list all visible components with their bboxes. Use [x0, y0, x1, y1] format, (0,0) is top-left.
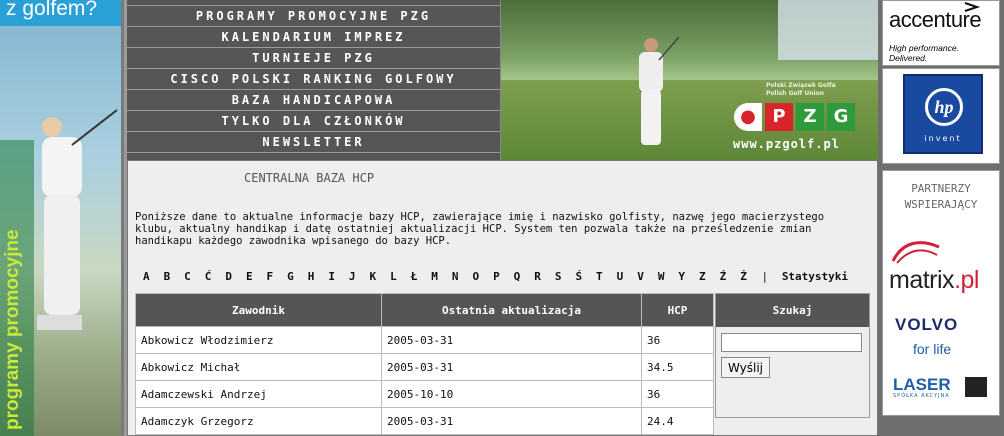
letter-link[interactable]: T — [596, 270, 603, 283]
letter-link[interactable]: D — [225, 270, 232, 283]
letter-link[interactable]: Q — [513, 270, 521, 283]
matrix-swirl-icon — [891, 237, 941, 265]
hp-invent: invent — [924, 134, 962, 143]
hero-golfer — [621, 35, 681, 155]
nav-item-czlonkowie[interactable]: TYLKO DLA CZŁONKÓW — [127, 111, 500, 132]
letter-link[interactable]: H — [307, 270, 315, 283]
partners-box — [882, 170, 1000, 416]
promo-banner[interactable] — [0, 0, 124, 436]
hp-badge — [903, 74, 983, 154]
promo-vertical-text: programy promocyjne — [2, 229, 23, 430]
letter-link[interactable]: B — [163, 270, 171, 283]
column-header-hcp[interactable]: HCP — [642, 294, 714, 327]
letter-link[interactable]: Ż — [740, 270, 747, 283]
letter-link[interactable]: W — [657, 270, 665, 283]
nav-item-kalendarium[interactable]: KALENDARIUM IMPREZ — [127, 27, 500, 48]
pzg-url[interactable]: www.pzgolf.pl — [733, 137, 840, 151]
page-title: CENTRALNA BAZA HCP — [244, 171, 375, 185]
sponsor-column — [878, 0, 1004, 436]
letter-link[interactable]: Y — [678, 270, 686, 283]
hcp-value: 34.5 — [642, 354, 714, 381]
pzg-letter-g: G — [827, 103, 855, 131]
laser-tagline: SPÓŁKA AKCYJNA — [893, 393, 950, 399]
player-name[interactable]: Adamczewski Andrzej — [136, 381, 382, 408]
hcp-value: 36 — [642, 327, 714, 354]
letter-link[interactable]: Ś — [575, 270, 583, 283]
hcp-value: 24.4 — [642, 408, 714, 435]
player-name[interactable]: Abkowicz Włodzimierz — [136, 327, 382, 354]
last-update: 2005-03-31 — [382, 327, 642, 354]
letter-link[interactable]: L — [390, 270, 397, 283]
nav-item-programy[interactable]: PROGRAMY PROMOCYJNE PZG — [127, 6, 500, 27]
letter-link[interactable]: Ć — [204, 270, 212, 283]
letter-link[interactable]: S — [554, 270, 562, 283]
nav-item-newsletter[interactable]: NEWSLETTER — [127, 132, 500, 153]
letter-link[interactable]: K — [369, 270, 377, 283]
nav-item-baza-handicapowa[interactable]: BAZA HANDICAPOWA — [127, 90, 500, 111]
hp-logo[interactable] — [882, 68, 1000, 164]
hp-mark: hp — [925, 88, 963, 126]
search-title: Szukaj — [716, 294, 869, 327]
table-row[interactable] — [136, 408, 714, 435]
golfer-image — [22, 105, 122, 355]
last-update: 2005-03-31 — [382, 408, 642, 435]
pzg-org-name: Polski Związek Golfa Polish Golf Union — [766, 82, 836, 97]
last-update: 2005-10-10 — [382, 381, 642, 408]
matrix-logo[interactable]: matrix.pl — [889, 266, 979, 294]
letter-link[interactable]: Z — [699, 270, 706, 283]
letter-link[interactable]: G — [287, 270, 294, 283]
table-row[interactable] — [136, 327, 714, 354]
letter-link[interactable]: J — [348, 270, 356, 283]
letter-link[interactable]: C — [184, 270, 191, 283]
table-header-row — [136, 294, 714, 327]
nav-item-ranking[interactable]: CISCO POLSKI RANKING GOLFOWY — [127, 69, 500, 90]
letter-link[interactable]: N — [451, 270, 459, 283]
letter-link[interactable]: V — [637, 270, 644, 283]
volvo-tagline: for life — [913, 341, 952, 357]
letter-link[interactable]: O — [472, 270, 480, 283]
letter-link[interactable]: A — [142, 270, 150, 283]
table-row[interactable] — [136, 354, 714, 381]
search-submit-button[interactable]: Wyślij — [721, 357, 770, 378]
table-row[interactable] — [136, 381, 714, 408]
last-update: 2005-03-31 — [382, 354, 642, 381]
laser-logo[interactable]: LASER — [893, 375, 951, 394]
pzg-logo[interactable] — [734, 103, 855, 131]
letter-link[interactable]: I — [328, 270, 335, 283]
main-nav — [127, 0, 501, 160]
alphabet-nav — [136, 270, 876, 283]
letter-link[interactable]: F — [266, 270, 274, 283]
pzg-letter-z: Z — [796, 103, 824, 131]
pzg-ball-icon: ● — [734, 103, 762, 131]
letter-link[interactable]: U — [616, 270, 624, 283]
accenture-logo[interactable] — [882, 0, 1000, 66]
hero-photo — [501, 0, 878, 160]
column-header-player[interactable]: Zawodnik — [136, 294, 382, 327]
hcp-value: 36 — [642, 381, 714, 408]
search-panel — [715, 293, 870, 418]
letter-link[interactable]: Ł — [410, 270, 418, 283]
letter-link[interactable]: R — [534, 270, 541, 283]
pzg-letter-p: P — [765, 103, 793, 131]
letter-link[interactable]: Ź — [719, 270, 727, 283]
column-header-last-update[interactable]: Ostatnia aktualizacja — [382, 294, 642, 327]
search-input[interactable] — [721, 333, 862, 352]
player-name[interactable]: Abkowicz Michał — [136, 354, 382, 381]
letter-link[interactable]: M — [431, 270, 438, 283]
laser-mark-icon — [965, 377, 987, 397]
hcp-table — [135, 293, 714, 435]
player-name[interactable]: Adamczyk Grzegorz — [136, 408, 382, 435]
volvo-logo[interactable]: VOLVO — [895, 315, 959, 334]
letter-link[interactable]: E — [245, 270, 253, 283]
hero-sky — [778, 0, 878, 60]
partners-title: PARTNERZY WSPIERAJĄCY — [904, 182, 978, 211]
stats-link[interactable]: Statystyki — [781, 270, 849, 283]
nav-item-turnieje[interactable]: TURNIEJE PZG — [127, 48, 500, 69]
intro-text: Poniższe dane to aktualne informacje bazy HCP, zawierające imię i nazwisko golfisty, nazwę jego macierzystego klubu, aktualny handikap i datę ostatniej aktualizacji HCP. System ten pozwala także na prześledzenie zmian handikapu każdego zawodnika wpisanego do bazy HCP. — [135, 211, 825, 247]
accenture-name: accenture — [889, 7, 982, 32]
main-content — [127, 160, 878, 436]
promo-headline: z golfem? — [0, 0, 124, 26]
accenture-tagline: High performance. Delivered. — [889, 43, 959, 63]
alphabet-separator: | — [761, 270, 769, 283]
letter-link[interactable]: P — [493, 270, 500, 283]
